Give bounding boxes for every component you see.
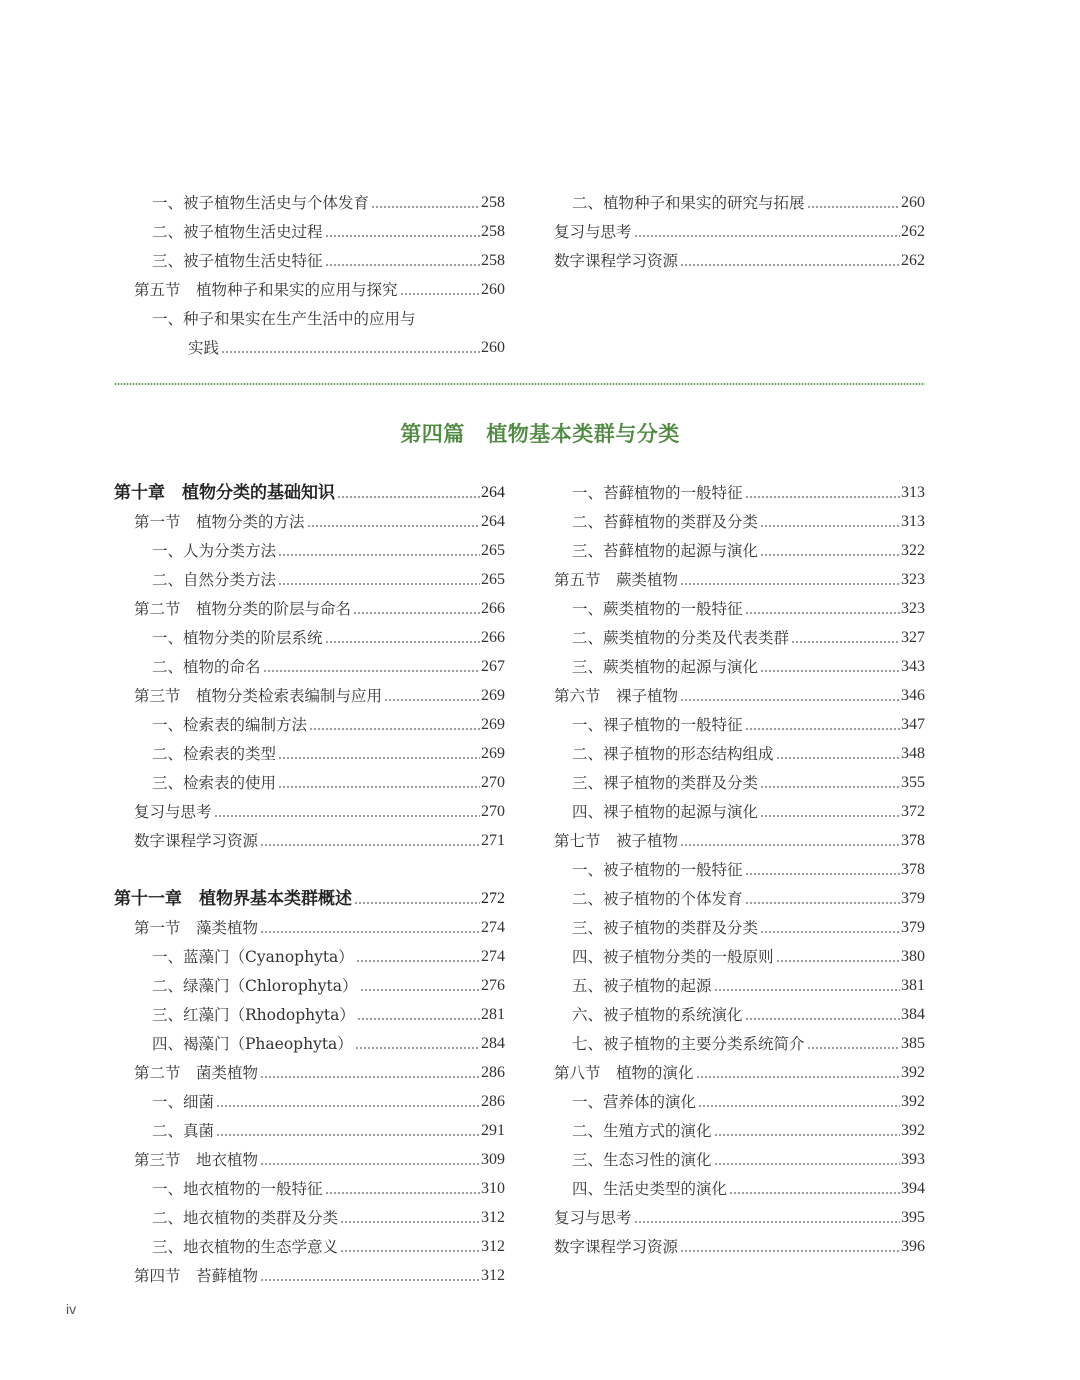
toc-item[interactable]: [152, 1170, 505, 1199]
toc-entry-title: 第二节 植物分类的阶层与命名: [134, 600, 352, 618]
leader-dots: [400, 293, 480, 295]
toc-section[interactable]: [134, 1054, 505, 1083]
leader-dots: [278, 786, 480, 788]
toc-item[interactable]: [152, 300, 505, 329]
toc-page-number: 379: [901, 890, 925, 907]
toc-entry-title: 二、绿藻门（Chlorophyta）: [152, 977, 358, 995]
toc-page-number: 276: [481, 977, 505, 994]
toc-section[interactable]: [554, 1228, 925, 1257]
leader-dots: [698, 1105, 900, 1107]
toc-entry-title: 四、褐藻门（Phaeophyta）: [152, 1035, 353, 1053]
leader-dots: [791, 641, 900, 643]
toc-entry-title: 第三节 地衣植物: [134, 1151, 259, 1169]
toc-item[interactable]: [152, 996, 505, 1025]
leader-dots: [260, 844, 480, 846]
toc-page-number: 262: [901, 252, 925, 269]
toc-entry-title: 二、苔藓植物的类群及分类: [572, 513, 759, 531]
toc-item[interactable]: [572, 1170, 925, 1199]
leader-dots: [680, 699, 900, 701]
toc-item[interactable]: [572, 967, 925, 996]
toc-item[interactable]: [188, 329, 505, 358]
toc-entry-title: 复习与思考: [554, 1209, 632, 1227]
toc-section[interactable]: [134, 793, 505, 822]
toc-page-number: 393: [901, 1151, 925, 1168]
leader-dots: [745, 612, 900, 614]
toc-entry-title: 一、细菌: [152, 1093, 215, 1111]
leader-dots: [714, 1134, 900, 1136]
toc-item[interactable]: [572, 619, 925, 648]
toc-item[interactable]: [572, 909, 925, 938]
page-number: iv: [66, 1301, 77, 1317]
toc-item[interactable]: [572, 793, 925, 822]
toc-page-number: 258: [481, 252, 505, 269]
toc-item[interactable]: [572, 474, 925, 503]
toc-entry-title: 第十章 植物分类的基础知识: [114, 483, 335, 503]
toc-item[interactable]: [152, 184, 505, 213]
toc-page-number: 380: [901, 948, 925, 965]
toc-entry-title: 第三节 植物分类检索表编制与应用: [134, 687, 383, 705]
toc-section[interactable]: [134, 677, 505, 706]
toc-section[interactable]: [554, 1054, 925, 1083]
toc-entry-title: 一、检索表的编制方法: [152, 716, 308, 734]
toc-entry-title: 三、地衣植物的生态学意义: [152, 1238, 339, 1256]
toc-page-number: 348: [901, 745, 925, 762]
toc-page-number: 384: [901, 1006, 925, 1023]
toc-entry-title: 二、自然分类方法: [152, 571, 277, 589]
leader-dots: [776, 960, 900, 962]
toc-page-number: 274: [481, 919, 505, 936]
toc-item[interactable]: [152, 706, 505, 735]
leader-dots: [760, 525, 900, 527]
toc-page-number: 396: [901, 1238, 925, 1255]
leader-dots: [760, 670, 900, 672]
toc-item[interactable]: [152, 1112, 505, 1141]
toc-entry-title: 复习与思考: [134, 803, 212, 821]
toc-section[interactable]: [554, 213, 925, 242]
leader-dots: [356, 960, 480, 962]
toc-page-number: 327: [901, 629, 925, 646]
leader-dots: [353, 612, 480, 614]
toc-entry-title: 七、被子植物的主要分类系统简介: [572, 1035, 805, 1053]
toc-entry-title: 四、被子植物分类的一般原则: [572, 948, 774, 966]
leader-dots: [745, 728, 900, 730]
toc-item[interactable]: [152, 561, 505, 590]
toc-page-number: 309: [481, 1151, 505, 1168]
leader-dots: [745, 496, 900, 498]
leader-dots: [337, 496, 480, 498]
toc-item[interactable]: [572, 1083, 925, 1112]
toc-section[interactable]: [134, 822, 505, 851]
leader-dots: [278, 757, 480, 759]
toc-item[interactable]: [572, 184, 925, 213]
toc-page-number: 258: [481, 223, 505, 240]
toc-entry-title: 三、蕨类植物的起源与演化: [572, 658, 759, 676]
leader-dots: [260, 1163, 480, 1165]
leader-dots: [680, 844, 900, 846]
toc-entry-title: 第五节 植物种子和果实的应用与探究: [134, 281, 398, 299]
toc-entry-title: 第十一章 植物界基本类群概述: [114, 889, 352, 909]
toc-entry-title: 第一节 藻类植物: [134, 919, 259, 937]
toc-page-number: 291: [481, 1122, 505, 1139]
leader-dots: [360, 989, 480, 991]
toc-page-number: 260: [481, 339, 505, 356]
leader-dots: [260, 1076, 480, 1078]
leader-dots: [354, 902, 480, 904]
leader-dots: [325, 235, 480, 237]
toc-entry-title: 一、苔藓植物的一般特征: [572, 484, 743, 502]
toc-entry-title: 二、植物种子和果实的研究与拓展: [572, 194, 805, 212]
toc-entry-title: 六、被子植物的系统演化: [572, 1006, 743, 1024]
leader-dots: [760, 554, 900, 556]
toc-entry-title: 三、检索表的使用: [152, 774, 277, 792]
toc-entry-title: 一、地衣植物的一般特征: [152, 1180, 323, 1198]
toc-entry-title: 四、裸子植物的起源与演化: [572, 803, 759, 821]
toc-entry-title: 数字课程学习资源: [134, 832, 259, 850]
toc-item[interactable]: [152, 735, 505, 764]
toc-entry-title: 二、检索表的类型: [152, 745, 277, 763]
toc-item[interactable]: [572, 503, 925, 532]
toc-page-number: 322: [901, 542, 925, 559]
leader-dots: [634, 235, 900, 237]
toc-page-number: 269: [481, 687, 505, 704]
toc-entry-title: 一、蓝藻门（Cyanophyta）: [152, 948, 354, 966]
toc-page-number: 264: [481, 513, 505, 530]
toc-entry-title: 二、蕨类植物的分类及代表类群: [572, 629, 790, 647]
toc-entry-title: 一、蕨类植物的一般特征: [572, 600, 743, 618]
section-divider: [114, 383, 925, 385]
toc-page-number: 269: [481, 745, 505, 762]
toc-entry-title: 第一节 植物分类的方法: [134, 513, 305, 531]
toc-page-number: 323: [901, 571, 925, 588]
toc-chapter[interactable]: [114, 880, 505, 909]
toc-section[interactable]: [134, 1141, 505, 1170]
leader-dots: [357, 1018, 480, 1020]
toc-entry-title: 第五节 蕨类植物: [554, 571, 679, 589]
toc-page-number: 395: [901, 1209, 925, 1226]
toc-entry-title: 一、被子植物的一般特征: [572, 861, 743, 879]
leader-dots: [371, 206, 480, 208]
toc-entry-title: 三、被子植物生活史特征: [152, 252, 323, 270]
toc-page-number: 392: [901, 1093, 925, 1110]
toc-item[interactable]: [152, 242, 505, 271]
toc-section[interactable]: [554, 677, 925, 706]
toc-entry-title: 数字课程学习资源: [554, 252, 679, 270]
leader-dots: [760, 815, 900, 817]
leader-dots: [340, 1221, 480, 1223]
leader-dots: [776, 757, 900, 759]
toc-entry-title: 第六节 裸子植物: [554, 687, 679, 705]
toc-entry-title: 二、地衣植物的类群及分类: [152, 1209, 339, 1227]
toc-page-number: 267: [481, 658, 505, 675]
toc-page-number: 355: [901, 774, 925, 791]
toc-page-number: 378: [901, 861, 925, 878]
toc-section[interactable]: [134, 590, 505, 619]
toc-entry-title: 三、红藻门（Rhodophyta）: [152, 1006, 355, 1024]
toc-entry-title: 二、被子植物生活史过程: [152, 223, 323, 241]
toc-page-number: 284: [481, 1035, 505, 1052]
toc-item[interactable]: [152, 619, 505, 648]
leader-dots: [745, 902, 900, 904]
toc-entry-title: 四、生活史类型的演化: [572, 1180, 728, 1198]
toc-entry-title: 第四节 苔藓植物: [134, 1267, 259, 1285]
toc-section[interactable]: [554, 822, 925, 851]
toc-page-number: 346: [901, 687, 925, 704]
toc-item[interactable]: [572, 764, 925, 793]
toc-section[interactable]: [134, 1257, 505, 1286]
leader-dots: [680, 583, 900, 585]
toc-entry-title: 三、苔藓植物的起源与演化: [572, 542, 759, 560]
toc-page-number: 381: [901, 977, 925, 994]
toc-section[interactable]: [134, 503, 505, 532]
toc-entry-title: 一、植物分类的阶层系统: [152, 629, 323, 647]
toc-item[interactable]: [152, 1228, 505, 1257]
leader-dots: [325, 264, 480, 266]
toc-chapter[interactable]: [114, 474, 505, 503]
toc-item[interactable]: [152, 532, 505, 561]
toc-item[interactable]: [152, 938, 505, 967]
toc-item[interactable]: [572, 1141, 925, 1170]
toc-page-number: 258: [481, 194, 505, 211]
toc-page-number: 286: [481, 1093, 505, 1110]
toc-section[interactable]: [134, 271, 505, 300]
toc-item[interactable]: [572, 938, 925, 967]
toc-entry-title: 实践: [188, 339, 220, 357]
toc-item[interactable]: [572, 880, 925, 909]
toc-entry-title: 数字课程学习资源: [554, 1238, 679, 1256]
toc-item[interactable]: [152, 1199, 505, 1228]
toc-page-number: 265: [481, 571, 505, 588]
toc-entry-title: 二、真菌: [152, 1122, 215, 1140]
toc-page-number: 312: [481, 1238, 505, 1255]
toc-page-number: 274: [481, 948, 505, 965]
leader-dots: [384, 699, 480, 701]
toc-page-number: 312: [481, 1209, 505, 1226]
toc-page-number: 394: [901, 1180, 925, 1197]
leader-dots: [260, 1279, 480, 1281]
toc-item[interactable]: [572, 706, 925, 735]
leader-dots: [216, 1134, 480, 1136]
toc-entry-title: 三、被子植物的类群及分类: [572, 919, 759, 937]
toc-section[interactable]: [554, 242, 925, 271]
toc-page-number: 323: [901, 600, 925, 617]
toc-page-number: 347: [901, 716, 925, 733]
toc-section[interactable]: [134, 909, 505, 938]
toc-page-number: 343: [901, 658, 925, 675]
leader-dots: [278, 554, 480, 556]
leader-dots: [745, 873, 900, 875]
toc-entry-title: 二、生殖方式的演化: [572, 1122, 712, 1140]
toc-item[interactable]: [152, 764, 505, 793]
toc-page-number: 281: [481, 1006, 505, 1023]
toc-item[interactable]: [572, 851, 925, 880]
leader-dots: [278, 583, 480, 585]
toc-item[interactable]: [572, 1112, 925, 1141]
toc-page-number: 310: [481, 1180, 505, 1197]
toc-entry-title: 一、裸子植物的一般特征: [572, 716, 743, 734]
toc-page-number: 313: [901, 484, 925, 501]
leader-dots: [680, 264, 900, 266]
leader-dots: [760, 931, 900, 933]
toc-entry-title: 三、裸子植物的类群及分类: [572, 774, 759, 792]
toc-section[interactable]: [554, 561, 925, 590]
toc-page-number: 286: [481, 1064, 505, 1081]
toc-entry-title: 一、被子植物生活史与个体发育: [152, 194, 370, 212]
part-title: 第四篇 植物基本类群与分类: [400, 421, 680, 446]
toc-page-number: 392: [901, 1122, 925, 1139]
toc-section[interactable]: [554, 1199, 925, 1228]
leader-dots: [216, 1105, 480, 1107]
toc-entry-title: 第七节 被子植物: [554, 832, 679, 850]
toc-page-number: 270: [481, 803, 505, 820]
leader-dots: [760, 786, 900, 788]
toc-item[interactable]: [572, 1025, 925, 1054]
toc-entry-title: 二、裸子植物的形态结构组成: [572, 745, 774, 763]
toc-entry-title: 一、种子和果实在生产生活中的应用与: [152, 310, 416, 328]
toc-item[interactable]: [572, 532, 925, 561]
leader-dots: [680, 1250, 900, 1252]
toc-item[interactable]: [152, 213, 505, 242]
toc-page-number: 379: [901, 919, 925, 936]
toc-entry-title: 一、营养体的演化: [572, 1093, 697, 1111]
toc-page-number: 385: [901, 1035, 925, 1052]
leader-dots: [325, 1192, 480, 1194]
leader-dots: [260, 931, 480, 933]
leader-dots: [307, 525, 480, 527]
toc-entry-title: 第八节 植物的演化: [554, 1064, 694, 1082]
toc-entry-title: 三、生态习性的演化: [572, 1151, 712, 1169]
toc-page-number: 264: [481, 484, 505, 501]
toc-entry-title: 复习与思考: [554, 223, 632, 241]
leader-dots: [729, 1192, 900, 1194]
leader-dots: [714, 1163, 900, 1165]
toc-page-number: 392: [901, 1064, 925, 1081]
toc-entry-title: 五、被子植物的起源: [572, 977, 712, 995]
leader-dots: [214, 815, 480, 817]
toc-entry-title: 一、人为分类方法: [152, 542, 277, 560]
toc-item[interactable]: [152, 1083, 505, 1112]
leader-dots: [263, 670, 480, 672]
leader-dots: [745, 1018, 900, 1020]
toc-item[interactable]: [152, 1025, 505, 1054]
leader-dots: [221, 351, 480, 353]
toc-item[interactable]: [572, 735, 925, 764]
toc-page-number: 265: [481, 542, 505, 559]
toc-page-number: 372: [901, 803, 925, 820]
toc-page-number: 313: [901, 513, 925, 530]
toc-page-number: 312: [481, 1267, 505, 1284]
toc-item[interactable]: [572, 996, 925, 1025]
toc-page-number: 266: [481, 600, 505, 617]
leader-dots: [634, 1221, 900, 1223]
toc-entry-title: 第二节 菌类植物: [134, 1064, 259, 1082]
toc-entry-title: 二、植物的命名: [152, 658, 261, 676]
leader-dots: [696, 1076, 900, 1078]
toc-item[interactable]: [572, 590, 925, 619]
leader-dots: [714, 989, 900, 991]
toc-page-number: 266: [481, 629, 505, 646]
leader-dots: [807, 1047, 900, 1049]
toc-item[interactable]: [152, 648, 505, 677]
leader-dots: [309, 728, 480, 730]
toc-page-number: 262: [901, 223, 925, 240]
toc-page-number: 260: [901, 194, 925, 211]
toc-page-number: 271: [481, 832, 505, 849]
toc-page-number: 269: [481, 716, 505, 733]
toc-item[interactable]: [152, 967, 505, 996]
toc-entry-title: 二、被子植物的个体发育: [572, 890, 743, 908]
toc-item[interactable]: [572, 648, 925, 677]
leader-dots: [807, 206, 900, 208]
toc-page-number: 260: [481, 281, 505, 298]
leader-dots: [325, 641, 480, 643]
leader-dots: [355, 1047, 480, 1049]
toc-page-number: 270: [481, 774, 505, 791]
toc-page-number: 378: [901, 832, 925, 849]
toc-page-number: 272: [481, 890, 505, 907]
leader-dots: [340, 1250, 480, 1252]
